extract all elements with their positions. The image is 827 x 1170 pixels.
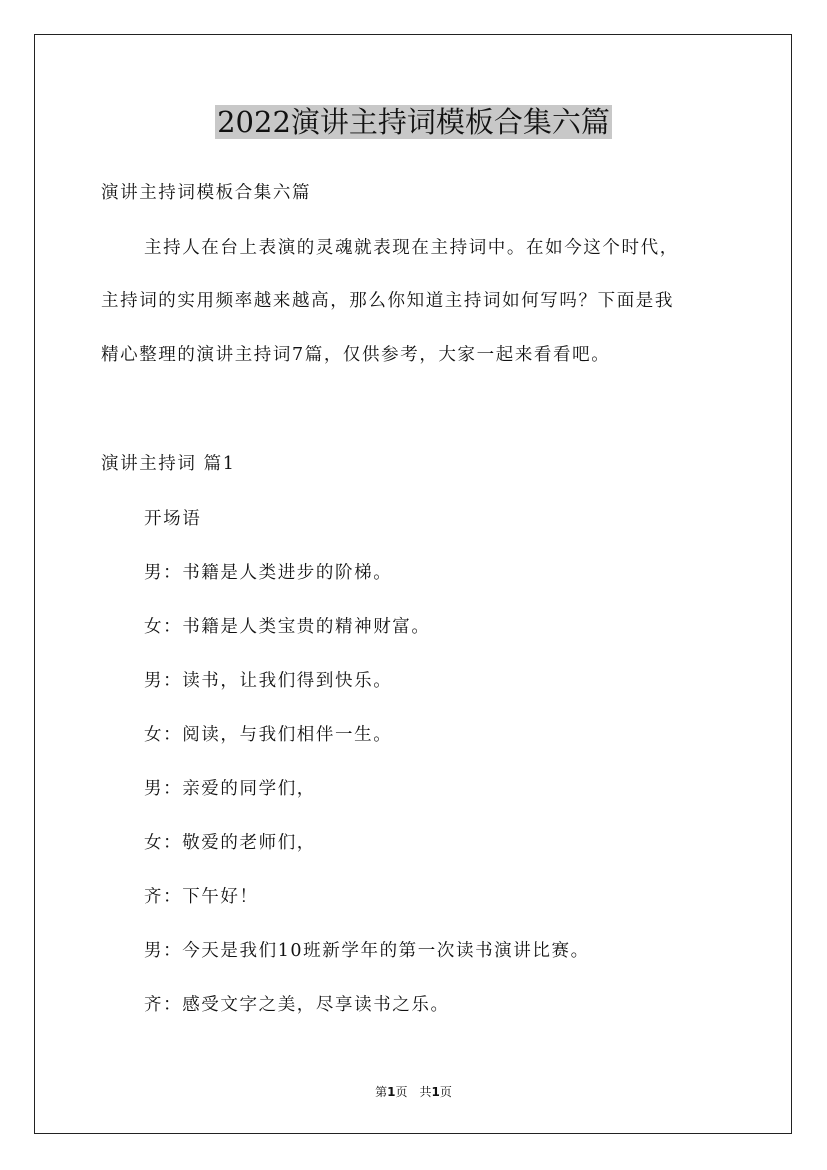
script-line: 女：书籍是人类宝贵的精神财富。	[144, 617, 431, 637]
intro-paragraph-line: 主持词的实用频率越来越高，那么你知道主持词如何写吗？下面是我	[101, 291, 674, 311]
script-line: 齐：感受文字之美，尽享读书之乐。	[144, 995, 450, 1015]
section-heading: 演讲主持词 篇1	[101, 454, 236, 474]
script-line: 女：敬爱的老师们，	[144, 833, 316, 853]
intro-paragraph-line: 主持人在台上表演的灵魂就表现在主持词中。在如今这个时代，	[144, 238, 679, 258]
script-line: 男：书籍是人类进步的阶梯。	[144, 563, 393, 583]
script-line: 男：亲爱的同学们，	[144, 779, 316, 799]
footer-page-mid: 页 共	[395, 1085, 432, 1099]
page-footer	[0, 1083, 827, 1101]
document-subtitle: 演讲主持词模板合集六篇	[101, 183, 312, 203]
footer-page-suffix: 页	[439, 1085, 452, 1099]
script-line: 开场语	[144, 509, 202, 529]
footer-page-prefix: 第	[375, 1085, 388, 1099]
intro-paragraph-line: 精心整理的演讲主持词7篇，仅供参考，大家一起来看看吧。	[101, 345, 611, 365]
footer-page-total: 1	[431, 1085, 440, 1099]
script-line: 男：今天是我们10班新学年的第一次读书演讲比赛。	[144, 941, 590, 961]
script-line: 齐：下午好！	[144, 887, 259, 907]
document-title	[0, 102, 827, 142]
footer-page-current: 1	[387, 1085, 396, 1099]
script-line: 男：读书，让我们得到快乐。	[144, 671, 393, 691]
document-title-text: 2022演讲主持词模板合集六篇	[217, 105, 610, 139]
script-line: 女：阅读，与我们相伴一生。	[144, 725, 393, 745]
